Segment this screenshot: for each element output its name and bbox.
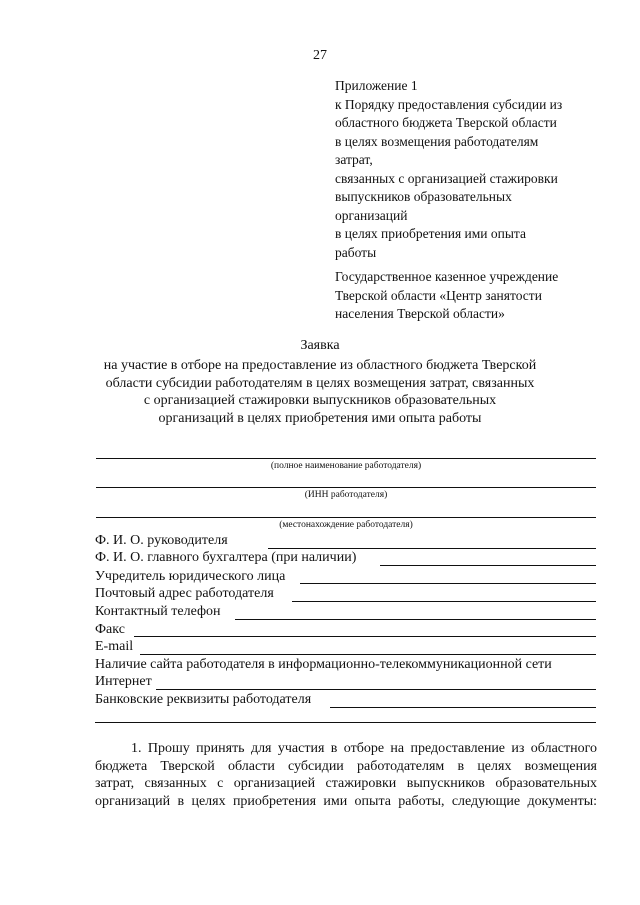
addressee-block xyxy=(335,268,625,324)
director-label: Ф. И. О. руководителя xyxy=(95,533,228,548)
subtitle-line: на участие в отборе на предоставление из областного бюджета Тверской xyxy=(103,358,537,373)
subtitle-line: с организацией стажировки выпускников образовательных xyxy=(143,393,497,408)
fax-line[interactable] xyxy=(134,636,596,637)
subtitle-line: организаций в целях приобретения ими опыта работы xyxy=(158,410,482,426)
paragraph-line: бюджета Тверской области субсидии работодателям в целях возмещения xyxy=(95,758,597,774)
appendix-block xyxy=(335,77,615,262)
paragraph-line: затрат, связанных с организацией стажировки выпускников образовательных xyxy=(95,776,597,791)
postal-address-label: Почтовый адрес работодателя xyxy=(95,586,274,601)
appendix-line: Приложение 1 xyxy=(335,78,418,93)
email-line[interactable] xyxy=(140,654,596,655)
addressee-line: населения Тверской области» xyxy=(335,306,505,321)
appendix-line: связанных с организацией стажировки xyxy=(335,170,558,186)
appendix-line: к Порядку предоставления субсидии из xyxy=(335,96,563,112)
location-line[interactable] xyxy=(96,517,596,518)
phone-line[interactable] xyxy=(235,619,596,620)
fax-label: Факс xyxy=(95,622,125,637)
body-paragraph xyxy=(95,740,597,810)
accountant-line[interactable] xyxy=(380,565,596,566)
accountant-label: Ф. И. О. главного бухгалтера (при наличии) xyxy=(95,550,357,565)
location-caption: (местонахождение работодателя) xyxy=(279,520,413,530)
email-label: E-mail xyxy=(95,639,134,654)
employer-name-caption: (полное наименование работодателя) xyxy=(270,461,422,471)
website-label: Наличие сайта работодателя в информационно-телекоммуникационной сети xyxy=(95,657,552,672)
addressee-line: Тверской области «Центр занятости xyxy=(335,287,542,303)
appendix-line: работы xyxy=(335,244,377,260)
appendix-line: выпускников образовательных xyxy=(335,189,512,204)
appendix-line: в целях возмещения работодателям xyxy=(335,133,539,149)
paragraph-line: организаций в целях приобретения ими опыта работы, следующие документы: xyxy=(95,793,597,809)
appendix-line: затрат, xyxy=(335,152,373,167)
bank-details-line[interactable] xyxy=(330,707,596,708)
document-title: Заявка xyxy=(300,338,340,353)
appendix-line: организаций xyxy=(335,207,408,223)
employer-name-line[interactable] xyxy=(96,458,596,459)
phone-label: Контактный телефон xyxy=(95,604,221,619)
website-line[interactable] xyxy=(156,689,596,690)
paragraph-line: 1. Прошу принять для участия в отборе на предоставление из областного xyxy=(131,741,597,756)
appendix-line: областного бюджета Тверской области xyxy=(335,115,557,130)
bank-details-line-extra[interactable] xyxy=(95,722,596,723)
addressee-line: Государственное казенное учреждение xyxy=(335,269,559,284)
appendix-line: в целях приобретения ими опыта xyxy=(335,226,526,241)
postal-address-line[interactable] xyxy=(292,601,596,602)
inn-caption: (ИНН работодателя) xyxy=(304,490,388,500)
page-number: 27 xyxy=(313,48,327,63)
bank-details-label: Банковские реквизиты работодателя xyxy=(95,692,312,707)
founder-label: Учредитель юридического лица xyxy=(95,569,286,584)
subtitle-line: области субсидии работодателям в целях возмещения затрат, связанных xyxy=(105,375,535,391)
website-label-continued: Интернет xyxy=(95,674,152,689)
document-subtitle xyxy=(60,357,580,427)
founder-line[interactable] xyxy=(300,583,596,584)
inn-line[interactable] xyxy=(96,487,596,488)
